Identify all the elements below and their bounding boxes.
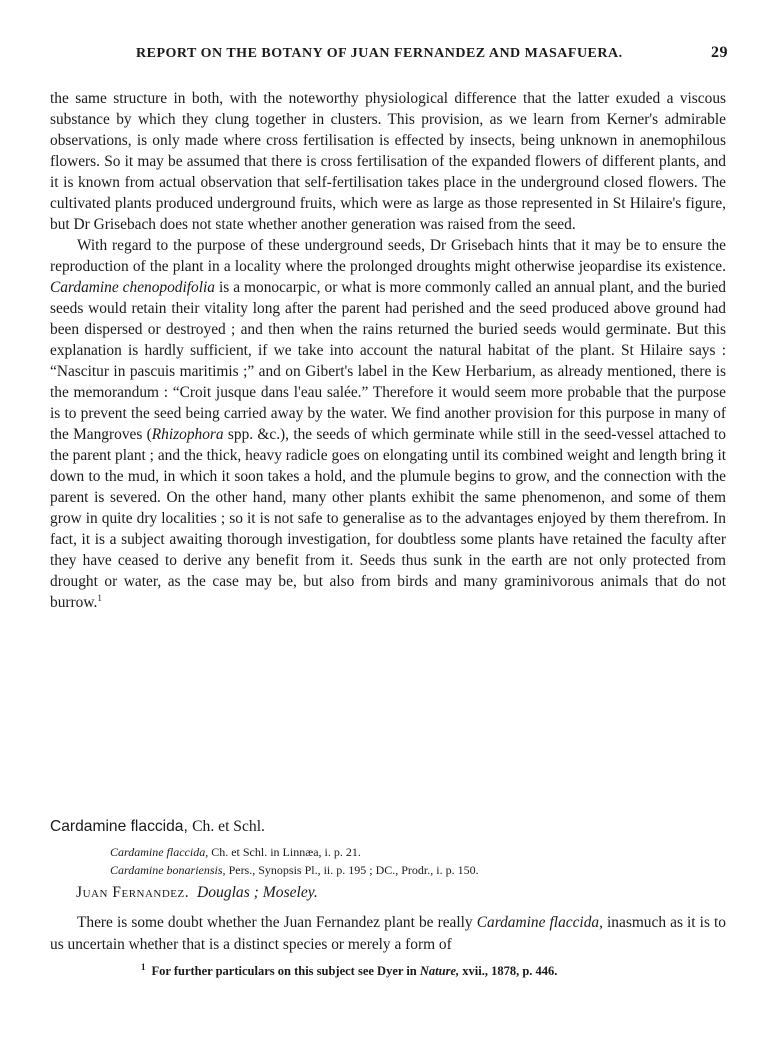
collectors: Douglas ; Moseley. [196, 884, 318, 901]
paragraph-2-part-3: spp. &c.), the seeds of which germinate while still in the seed-vessel attached to the parent plant ; and the thick, heavy radicle goes on elongating until its combined weight and length bring it down to the mud, in which it soon takes a hold, and the plumule begins to grow, and the connection with the parent is severed. On the other hand, many other plants exhibit the same phenomenon, and some of them grow in quite dry localities ; so it is not safe to generalise as to the advantages enjoyed by them therefrom. In fact, it is a subject awaiting thorough investigation, for doubtless some plants have retained the faculty after they have ceased to derive any benefit from it. Seeds thus sunk in the earth are not only protected from drought or water, as the case may be, but also from birds and many graminivorous animals that do not burrow. [50, 426, 726, 611]
footnote-journal: Nature, [419, 964, 460, 979]
footnote-part-1: For further particulars on this subject see Dyer in [151, 964, 420, 979]
species-name-italic: Cardamine chenopodifolia [50, 279, 215, 296]
species-heading-name: Cardamine flaccida, [50, 818, 188, 835]
page-number: 29 [711, 44, 728, 61]
paragraph-2-part-2: is a monocarpic, or what is more commonly called an annual plant, and the buried seeds would retain their vitality long after the parent had perished and the seed produced above ground had been dispersed or destroyed ; and then when the rains returned the buried seeds would germinate. But this explanation is hardly sufficient, if we take into account the natural habitat of the plant. St Hilaire says : “Nascitur in pascuis maritimis ;” and on Gibert's label in the Kew Herbarium, as already mentioned, there is the memorandum : “Croit jusque dans l'eau salée.” Therefore it would seem more probable that the purpose is to prevent the seed being carried away by the water. We find another provision for this purpose in many of the Mangroves ( [50, 279, 726, 443]
paragraph-1: the same structure in both, with the noteworthy physiological difference that the latter exuded a viscous substance by which they clung together in clusters. This provision, as we learn from Kerner's admirable observations, is only made where cross fertilisation is effected by insects, being unknown in anemophilous flowers. So it may be assumed that there is cross fertilisation of the expanded flowers of different plants, and it is known from actual observation that self-fertilisation takes place in the underground closed flowers. The cultivated plants produced underground fruits, which were as large as those represented in St Hilaire's figure, but Dr Grisebach does not state whether another generation was raised from the seed. [50, 90, 726, 233]
running-title: REPORT ON THE BOTANY OF JUAN FERNANDEZ AND MASAFUERA. [136, 46, 623, 61]
paragraph-2-part-1: With regard to the purpose of these underground seeds, Dr Grisebach hints that it may be to ensure the reproduction of the plant in a locality where the prolonged droughts might otherwise jeopardise its existence. [50, 237, 726, 275]
footnote-reference[interactable]: 1 [97, 592, 102, 603]
paragraph-2 [50, 235, 726, 613]
synonym-citation: Pers., Synopsis Pl., ii. p. 195 ; DC., Prodr., i. p. 150. [228, 863, 479, 877]
main-text [50, 88, 726, 613]
running-header [136, 46, 728, 66]
species-heading [50, 818, 265, 836]
synonym-list [110, 843, 479, 879]
synonym-line [110, 861, 479, 879]
locality: Juan Fernandez. [76, 884, 190, 901]
synonym-line [110, 843, 479, 861]
species-heading-author: Ch. et Schl. [192, 818, 265, 835]
locality-line [76, 884, 318, 902]
paragraph-3-species-italic: Cardamine flaccida, [476, 914, 603, 931]
synonym-name: Cardamine flaccida, [110, 845, 209, 859]
paragraph-3 [50, 912, 726, 956]
footnote [141, 962, 557, 979]
footnote-part-2: xvii., 1878, p. 446. [459, 964, 558, 979]
paragraph-3-part-2: inasmuch as it is to us uncertain whether that is a distinct species or merely a form of [50, 914, 726, 953]
footnote-mark: 1 [141, 962, 146, 972]
paragraph-3-part-1: There is some doubt whether the Juan Fernandez plant be really [77, 914, 477, 931]
genus-name-italic: Rhizophora [151, 426, 224, 443]
synonym-citation: Ch. et Schl. in Linnæa, i. p. 21. [211, 845, 361, 859]
synonym-name: Cardamine bonariensis, [110, 863, 226, 877]
